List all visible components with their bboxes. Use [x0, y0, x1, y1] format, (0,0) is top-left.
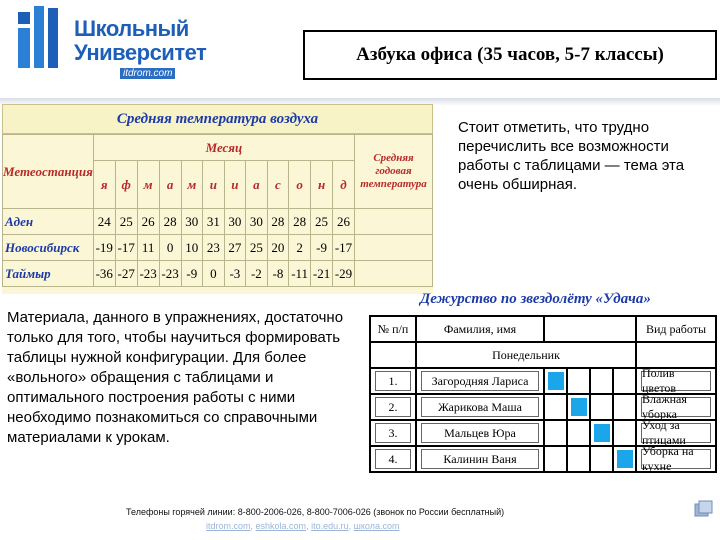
temperature-cell: -17: [115, 235, 137, 261]
temperature-cell: -19: [93, 235, 115, 261]
month-cell: м: [181, 161, 203, 209]
month-cell: н: [311, 161, 333, 209]
duty-slot-cell: [567, 420, 590, 446]
temperature-cell: -9: [181, 261, 203, 287]
temperature-cell: 20: [267, 235, 289, 261]
day-blank: [370, 342, 416, 368]
col-name-header: Фамилия, имя: [416, 316, 544, 342]
duty-slot-cell: [613, 368, 636, 394]
day-label: Понедельник: [416, 342, 636, 368]
pages-icon[interactable]: [694, 500, 714, 518]
temperature-cell: -27: [115, 261, 137, 287]
duty-marker: [617, 450, 633, 468]
row-number: 4.: [375, 449, 411, 469]
temperature-cell: 26: [137, 209, 159, 235]
station-cell: Новосибирск: [3, 235, 94, 261]
annual-cell: [355, 209, 433, 235]
month-cell: я: [93, 161, 115, 209]
duty-slot-cell: [590, 368, 613, 394]
station-cell: Таймыр: [3, 261, 94, 287]
temperature-cell: 30: [224, 209, 246, 235]
row-number: 3.: [375, 423, 411, 443]
temperature-table-image: [2, 104, 433, 294]
duty-table-title: Дежурство по звездолёту «Удача»: [420, 291, 651, 307]
duty-slot-cell: [613, 446, 636, 472]
temperature-cell: 0: [159, 235, 181, 261]
person-name: Жарикова Маша: [421, 397, 539, 417]
hotline-text: Телефоны горячей линии: 8-800-2006-026, 8-800-7006-026 (звонок по России бесплатный): [126, 507, 505, 517]
table-row: [3, 261, 433, 287]
station-cell: Аден: [3, 209, 94, 235]
row-number: 2.: [375, 397, 411, 417]
temperature-cell: -36: [93, 261, 115, 287]
temperature-cell: -3: [224, 261, 246, 287]
page-title: Азбука офиса (35 часов, 5-7 классы): [303, 30, 717, 80]
month-cell: ф: [115, 161, 137, 209]
duty-slot-cell: [567, 446, 590, 472]
work-type: Влажная уборка: [641, 397, 711, 417]
temperature-table: [2, 134, 433, 287]
temperature-cell: 26: [333, 209, 355, 235]
annual-header: Средняя годовая температура: [355, 135, 433, 209]
temperature-cell: -21: [311, 261, 333, 287]
duty-slot-cell: [613, 420, 636, 446]
temperature-table-title: Средняя температура воздуха: [2, 104, 433, 134]
duty-slot-cell: [544, 368, 567, 394]
table-row: [370, 446, 716, 472]
footer-links: itdrom.com, eshkola.com, ito.edu.ru, школа.com: [206, 521, 400, 531]
temperature-cell: 25: [311, 209, 333, 235]
logo-line1: Школьный: [74, 16, 189, 41]
duty-marker: [548, 372, 564, 390]
annual-cell: [355, 261, 433, 287]
person-name: Загородняя Лариса: [421, 371, 539, 391]
station-header: Метеостанция: [3, 135, 94, 209]
logo-mark-icon: [8, 6, 68, 76]
temperature-cell: 28: [159, 209, 181, 235]
duty-table: [369, 315, 717, 473]
temperature-cell: -2: [246, 261, 268, 287]
slots-header: [544, 316, 636, 342]
duty-marker: [594, 424, 610, 442]
temperature-cell: 28: [267, 209, 289, 235]
temperature-cell: 30: [246, 209, 268, 235]
temperature-cell: -11: [289, 261, 311, 287]
work-type: Уборка на кухне: [641, 449, 711, 469]
month-cell: и: [203, 161, 225, 209]
note-text: Стоит отметить, что трудно перечислить все возможности работы с таблицами — тема эта очень обширная.: [458, 119, 685, 193]
duty-slot-cell: [567, 368, 590, 394]
duty-marker: [571, 398, 587, 416]
duty-slot-cell: [544, 394, 567, 420]
duty-slot-cell: [567, 394, 590, 420]
month-cell: о: [289, 161, 311, 209]
month-cell: и: [224, 161, 246, 209]
month-cell: а: [159, 161, 181, 209]
temperature-cell: 0: [203, 261, 225, 287]
temperature-cell: 25: [115, 209, 137, 235]
footer-link[interactable]: eshkola.com: [255, 521, 307, 531]
main-text: Материала, данного в упражнениях, достаточно только для того, чтобы научиться формировать таблицы нужной конфигурации. Для более «вольного» обращения с таблицами и оптимального построения работы с ними необходимо познакомиться со справочными материалами к урокам.: [2, 300, 354, 486]
temperature-cell: -23: [159, 261, 181, 287]
temperature-cell: 2: [289, 235, 311, 261]
table-row: [370, 394, 716, 420]
duty-slot-cell: [544, 420, 567, 446]
month-cell: а: [246, 161, 268, 209]
temperature-cell: 24: [93, 209, 115, 235]
person-name: Мальцев Юра: [421, 423, 539, 443]
temperature-cell: 23: [203, 235, 225, 261]
logo-site: itdrom.com: [120, 68, 175, 79]
temperature-cell: -23: [137, 261, 159, 287]
month-cell: м: [137, 161, 159, 209]
duty-slot-cell: [613, 394, 636, 420]
day-blank-right: [636, 342, 716, 368]
temperature-cell: -29: [333, 261, 355, 287]
footer-link[interactable]: ito.edu.ru: [311, 521, 349, 531]
temperature-cell: 28: [289, 209, 311, 235]
temperature-cell: 25: [246, 235, 268, 261]
row-number: 1.: [375, 371, 411, 391]
temperature-cell: 31: [203, 209, 225, 235]
person-name: Калинин Ваня: [421, 449, 539, 469]
duty-slot-cell: [590, 446, 613, 472]
logo-line2: Университет: [74, 40, 207, 65]
school-university-logo[interactable]: [8, 6, 207, 88]
table-row: [3, 209, 433, 235]
col-work-header: Вид работы: [636, 316, 716, 342]
temperature-cell: -9: [311, 235, 333, 261]
footer-link[interactable]: школа.com: [353, 521, 400, 531]
month-header: Месяц: [93, 135, 354, 161]
temperature-cell: 27: [224, 235, 246, 261]
footer-link[interactable]: itdrom.com: [206, 521, 251, 531]
month-cell: д: [333, 161, 355, 209]
table-row: [370, 420, 716, 446]
work-type: Уход за птицами: [641, 423, 711, 443]
temperature-cell: 10: [181, 235, 203, 261]
duty-slot-cell: [544, 446, 567, 472]
duty-slot-cell: [590, 420, 613, 446]
temperature-cell: -17: [333, 235, 355, 261]
col-num-header: № п/п: [370, 316, 416, 342]
temperature-cell: -8: [267, 261, 289, 287]
annual-cell: [355, 235, 433, 261]
month-cell: с: [267, 161, 289, 209]
work-type: Полив цветов: [641, 371, 711, 391]
table-row: [370, 368, 716, 394]
duty-slot-cell: [590, 394, 613, 420]
table-row: [3, 235, 433, 261]
temperature-cell: 30: [181, 209, 203, 235]
temperature-cell: 11: [137, 235, 159, 261]
